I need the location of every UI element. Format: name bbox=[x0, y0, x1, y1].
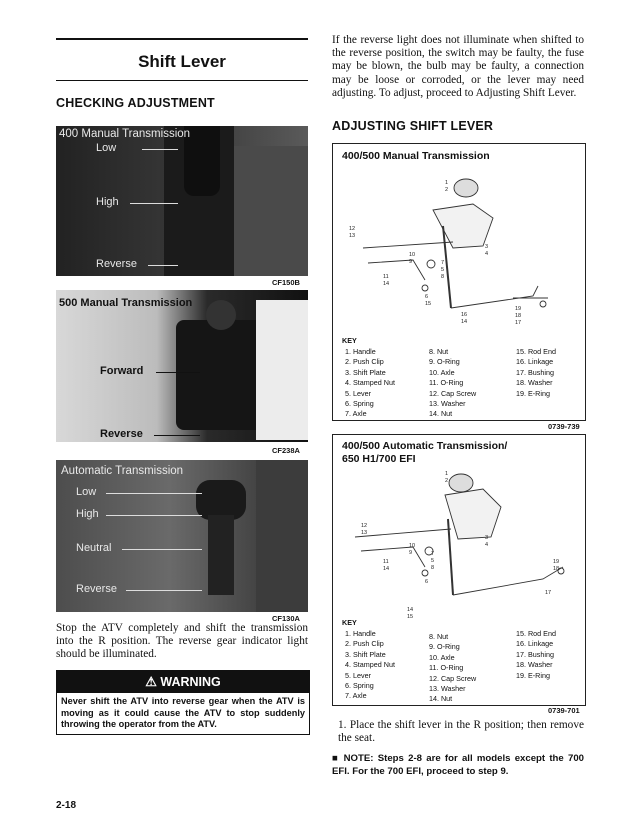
figure2-key-col1: 1. Handle 2. Push Clip 3. Shift Plate 4. Stamped Nut 5. Lever 6. Spring 7. Axle bbox=[345, 629, 395, 701]
photo2-code: CF238A bbox=[272, 446, 300, 455]
svg-text:11: 11 bbox=[383, 274, 389, 280]
svg-text:14: 14 bbox=[383, 281, 390, 287]
svg-text:17: 17 bbox=[545, 590, 552, 596]
photo3-title: Automatic Transmission bbox=[61, 465, 184, 477]
warning-text: Never shift the ATV into reverse gear when the ATV is moving as it could cause the ATV to stop suddenly throwing the operator from the ATV. bbox=[61, 696, 305, 729]
svg-text:7: 7 bbox=[441, 260, 445, 266]
page-number: 2-18 bbox=[56, 800, 77, 811]
photo3-code: CF130A bbox=[272, 614, 300, 623]
svg-text:14: 14 bbox=[383, 566, 390, 572]
svg-text:9: 9 bbox=[409, 259, 413, 265]
svg-text:14: 14 bbox=[461, 319, 468, 325]
photo1-title: 400 Manual Transmission bbox=[59, 128, 191, 140]
photo1-code: CF150B bbox=[272, 278, 300, 287]
svg-text:19: 19 bbox=[515, 306, 522, 312]
svg-text:13: 13 bbox=[349, 233, 356, 239]
title-rule bbox=[56, 80, 308, 81]
svg-text:4: 4 bbox=[485, 542, 489, 548]
photo-400-manual-transmission bbox=[56, 126, 308, 276]
check-paragraph: Stop the ATV completely and shift the transmission into the R position. The reverse gear indicator light should be illuminated. bbox=[56, 622, 308, 661]
svg-text:19: 19 bbox=[553, 559, 560, 565]
section-title: Shift Lever bbox=[138, 52, 226, 71]
svg-text:18: 18 bbox=[553, 566, 560, 572]
checking-adjustment-heading: CHECKING ADJUSTMENT bbox=[56, 96, 215, 110]
figure1-code: 0739-739 bbox=[548, 422, 580, 431]
figure1-title: 400/500 Manual Transmission bbox=[342, 150, 490, 162]
intro-paragraph: If the reverse light does not illuminate when shifted to the reverse position, the switch may be faulty, the fuse may be blown, the bulb may be faulty, a connection may be loose or corroded, or the lever may need adjusting. To adjust, proceed to Adjusting Shift Lever. bbox=[332, 34, 584, 99]
step-1: 1. Place the shift lever in the R position; then remove the seat. bbox=[338, 719, 584, 745]
svg-text:9: 9 bbox=[409, 550, 413, 556]
figure1-key-col1: 1. Handle 2. Push Clip 3. Shift Plate 4. Stamped Nut 5. Lever 6. Spring 7. Axle bbox=[345, 347, 395, 419]
figure2-key-col3: 15. Rod End 16. Linkage 17. Bushing 18. Washer 19. E-Ring bbox=[516, 629, 556, 680]
photo3-label-low: Low bbox=[76, 486, 97, 498]
adjusting-shift-lever-heading: ADJUSTING SHIFT LEVER bbox=[332, 119, 494, 133]
figure-automatic-transmission bbox=[332, 434, 586, 706]
svg-text:1: 1 bbox=[445, 180, 449, 186]
figure-manual-transmission bbox=[332, 143, 586, 421]
photo2-label-reverse: Reverse bbox=[100, 428, 143, 440]
svg-text:10: 10 bbox=[409, 252, 416, 258]
photo1-label-low: Low bbox=[96, 142, 117, 154]
note-marker: ■ NOTE: bbox=[332, 753, 374, 764]
warning-box bbox=[56, 670, 310, 735]
svg-text:13: 13 bbox=[361, 530, 368, 536]
figure2-key-col2: 8. Nut 9. O-Ring 10. Axle 11. O-Ring 12. Cap Screw 13. Washer 14. Nut bbox=[429, 632, 477, 704]
svg-text:7: 7 bbox=[431, 551, 435, 557]
photo2-title: 500 Manual Transmission bbox=[59, 297, 193, 309]
svg-text:12: 12 bbox=[361, 523, 368, 529]
svg-text:18: 18 bbox=[515, 313, 522, 319]
svg-text:6: 6 bbox=[425, 294, 429, 300]
svg-text:12: 12 bbox=[349, 226, 356, 232]
figure2-key-label: KEY bbox=[342, 618, 357, 627]
warning-triangle-icon: ⚠ bbox=[145, 674, 157, 689]
photo3-label-reverse: Reverse bbox=[76, 583, 117, 595]
photo1-label-high: High bbox=[96, 196, 119, 208]
figure1-key-col3: 15. Rod End 16. Linkage 17. Bushing 18. Washer 19. E-Ring bbox=[516, 347, 556, 398]
svg-text:2: 2 bbox=[445, 187, 449, 193]
svg-text:11: 11 bbox=[383, 559, 389, 565]
photo1-label-reverse: Reverse bbox=[96, 258, 137, 270]
figure2-title-line2: 650 H1/700 EFI bbox=[342, 453, 416, 465]
photo-500-manual-transmission bbox=[56, 290, 308, 442]
figure2-title-line1: 400/500 Automatic Transmission/ bbox=[342, 440, 508, 452]
figure2-code: 0739-701 bbox=[548, 706, 580, 715]
photo3-label-neutral: Neutral bbox=[76, 542, 112, 554]
note-paragraph bbox=[332, 753, 584, 778]
figure1-exploded-diagram bbox=[333, 168, 585, 336]
svg-text:14: 14 bbox=[407, 607, 414, 613]
svg-text:17: 17 bbox=[515, 320, 522, 326]
figure1-key-col2: 8. Nut 9. O-Ring 10. Axle 11. O-Ring 12. Cap Screw 13. Washer 14. Nut bbox=[429, 347, 477, 419]
svg-text:16: 16 bbox=[461, 312, 468, 318]
svg-text:15: 15 bbox=[425, 301, 432, 307]
top-rule bbox=[56, 38, 308, 40]
warning-title: WARNING bbox=[160, 675, 221, 689]
figure2-exploded-diagram bbox=[333, 467, 585, 620]
photo3-label-high: High bbox=[76, 508, 99, 520]
svg-text:3: 3 bbox=[485, 244, 489, 250]
svg-text:6: 6 bbox=[425, 579, 429, 585]
svg-text:3: 3 bbox=[485, 535, 489, 541]
svg-text:8: 8 bbox=[441, 274, 445, 280]
svg-text:4: 4 bbox=[485, 251, 489, 257]
svg-text:15: 15 bbox=[407, 614, 414, 620]
svg-text:5: 5 bbox=[441, 267, 445, 273]
warning-header bbox=[57, 671, 309, 693]
svg-text:8: 8 bbox=[431, 565, 435, 571]
svg-text:2: 2 bbox=[445, 478, 449, 484]
svg-text:5: 5 bbox=[431, 558, 435, 564]
figure1-key-label: KEY bbox=[342, 336, 357, 345]
svg-text:1: 1 bbox=[445, 471, 449, 477]
svg-text:10: 10 bbox=[409, 543, 416, 549]
photo2-label-forward: Forward bbox=[100, 365, 144, 377]
photo-automatic-transmission bbox=[56, 460, 308, 612]
note-text: Steps 2-8 are for all models except the 700 EFI. For the 700 EFI, proceed to step 9. bbox=[332, 753, 584, 777]
